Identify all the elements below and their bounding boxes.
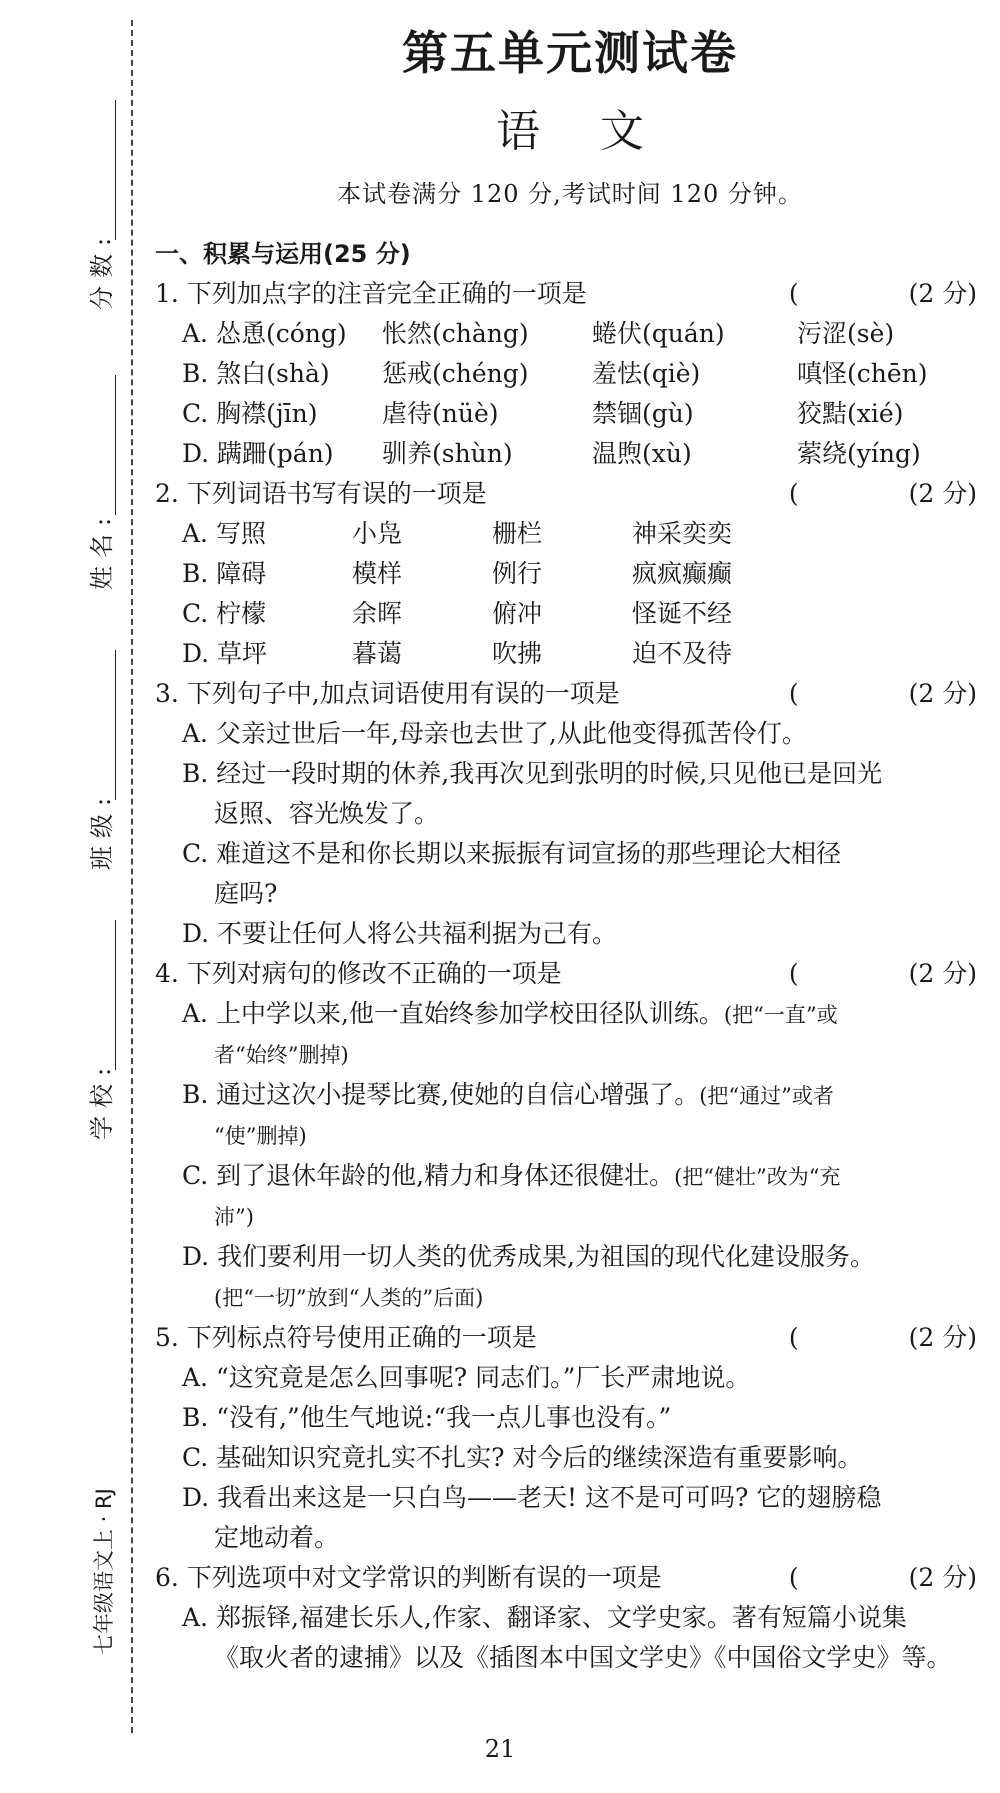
- option-cell: 吹拂: [492, 639, 543, 668]
- option-cell: B. 障碍: [182, 559, 267, 588]
- option-cell: 栅栏: [492, 519, 543, 548]
- question-6: [155, 1558, 985, 1678]
- option-row: [155, 594, 985, 634]
- option-cell: 驯养(shùn): [382, 439, 513, 468]
- option-d: D. 我看出来这是一只白鸟——老天! 这不是可可吗? 它的翅膀稳 定地动着。: [182, 1483, 882, 1552]
- option-cell: 惩戒(chéng): [382, 359, 529, 388]
- name-label: 姓名:: [88, 509, 116, 590]
- option-b: B. “没有,”他生气地说:“我一点儿事也没有。”: [182, 1403, 672, 1432]
- section-title: 一、积累与运用(25 分): [155, 240, 411, 268]
- question-score: (2 分): [908, 1323, 977, 1352]
- option-cell: 余晖: [352, 599, 403, 628]
- option-a: A. “这究竟是怎么回事呢? 同志们。”厂长严肃地说。: [182, 1363, 751, 1392]
- answer-slot[interactable]: ( (2 分): [788, 679, 977, 708]
- option-row: [155, 554, 985, 594]
- question-3: [155, 674, 985, 954]
- option-row: [155, 394, 985, 434]
- answer-slot[interactable]: ( (2 分): [788, 959, 977, 988]
- option-cell: 模样: [352, 559, 403, 588]
- option-cell: D. 蹒跚(pán): [182, 439, 334, 468]
- class-label: 班级:: [88, 789, 116, 870]
- option-cell: C. 胸襟(jīn): [182, 399, 318, 428]
- option-cell: 禁锢(gù): [592, 399, 694, 428]
- question-5: [155, 1318, 985, 1558]
- page-number: 21: [484, 1735, 516, 1763]
- question-stem: 6. 下列选项中对文学常识的判断有误的一项是: [155, 1563, 662, 1592]
- exam-title: 第五单元测试卷: [402, 26, 738, 80]
- spine-label: 七年级语文上 · RJ: [92, 1488, 116, 1655]
- option-cell: 怪诞不经: [632, 599, 733, 628]
- option-row: [155, 354, 985, 394]
- name-blank[interactable]: [115, 375, 116, 515]
- option-cell: 俯冲: [492, 599, 543, 628]
- answer-slot[interactable]: ( (2 分): [788, 1563, 977, 1592]
- option-cell: 小凫: [352, 519, 403, 548]
- question-2: [155, 474, 985, 674]
- question-1: [155, 274, 985, 474]
- option-cell: 污涩(sè): [797, 319, 895, 348]
- option-cell: 怅然(chàng): [382, 319, 529, 348]
- school-label: 学校:: [88, 1059, 116, 1140]
- question-score: (2 分): [908, 679, 977, 708]
- class-blank[interactable]: [115, 650, 116, 800]
- option-cell: 嗔怪(chēn): [797, 359, 928, 388]
- subject-title: 语文: [496, 106, 704, 157]
- option-row: [155, 434, 985, 474]
- question-stem: 4. 下列对病句的修改不正确的一项是: [155, 959, 562, 988]
- answer-slot[interactable]: ( (2 分): [788, 1323, 977, 1352]
- option-row: [155, 634, 985, 674]
- option-cell: 神采奕奕: [632, 519, 733, 548]
- option-d: D. 我们要利用一切人类的优秀成果,为祖国的现代化建设服务。 (把“一切”放到“人类的”后面): [182, 1242, 875, 1310]
- option-cell: A. 写照: [182, 519, 266, 548]
- question-stem: 2. 下列词语书写有误的一项是: [155, 479, 487, 508]
- question-4: [155, 954, 985, 1318]
- option-c: C. 难道这不是和你长期以来振振有词宣扬的那些理论大相径 庭吗?: [182, 839, 842, 908]
- option-d: D. 不要让任何人将公共福利据为己有。: [182, 919, 618, 948]
- option-cell: 暮蔼: [352, 639, 403, 668]
- answer-slot[interactable]: ( (2 分): [788, 479, 977, 508]
- option-a: A. 郑振铎,福建长乐人,作家、翻译家、文学史家。著有短篇小说集 《取火者的逮捕》以及《插图本中国文学史》《中国俗文学史》等。: [182, 1603, 952, 1672]
- option-c: C. 基础知识究竟扎实不扎实? 对今后的继续深造有重要影响。: [182, 1443, 863, 1472]
- question-score: (2 分): [908, 1563, 977, 1592]
- answer-slot[interactable]: ( (2 分): [788, 279, 977, 308]
- question-stem: 5. 下列标点符号使用正确的一项是: [155, 1323, 537, 1352]
- exam-content: [155, 18, 985, 1678]
- question-score: (2 分): [908, 959, 977, 988]
- option-cell: 例行: [492, 559, 543, 588]
- score-blank[interactable]: [115, 100, 116, 240]
- option-row: [155, 514, 985, 554]
- option-a: A. 父亲过世后一年,母亲也去世了,从此他变得孤苦伶仃。: [182, 719, 807, 748]
- binding-cut-line: [131, 20, 133, 1733]
- option-cell: 羞怯(qiè): [592, 359, 701, 388]
- score-label: 分数:: [88, 229, 116, 310]
- option-cell: 狡黠(xié): [797, 399, 904, 428]
- binding-margin: [0, 0, 140, 1793]
- option-b: B. 通过这次小提琴比赛,使她的自信心增强了。(把“通过”或者 “使”删掉): [182, 1080, 834, 1148]
- option-cell: 虐待(nüè): [382, 399, 499, 428]
- option-a: A. 上中学以来,他一直始终参加学校田径队训练。(把“一直”或 者“始终”删掉): [182, 999, 838, 1067]
- option-cell: 蜷伏(quán): [592, 319, 725, 348]
- option-cell: A. 怂恿(cóng): [182, 319, 347, 348]
- question-stem: 1. 下列加点字的注音完全正确的一项是: [155, 279, 587, 308]
- school-blank[interactable]: [115, 920, 116, 1070]
- option-cell: 温煦(xù): [592, 439, 692, 468]
- question-score: (2 分): [908, 479, 977, 508]
- option-cell: 疯疯癫癫: [632, 559, 733, 588]
- option-cell: C. 柠檬: [182, 599, 267, 628]
- option-cell: 萦绕(yíng): [797, 439, 921, 468]
- option-c: C. 到了退休年龄的他,精力和身体还很健壮。(把“健壮”改为“充 沛”): [182, 1161, 841, 1229]
- option-cell: 迫不及待: [632, 639, 733, 668]
- question-score: (2 分): [908, 279, 977, 308]
- option-cell: B. 煞白(shà): [182, 359, 330, 388]
- question-stem: 3. 下列句子中,加点词语使用有误的一项是: [155, 679, 620, 708]
- option-b: B. 经过一段时期的休养,我再次见到张明的时候,只见他已是回光 返照、容光焕发了。: [182, 759, 883, 828]
- exam-info: 本试卷满分 120 分,考试时间 120 分钟。: [337, 180, 803, 208]
- option-row: [155, 314, 985, 354]
- option-cell: D. 草坪: [182, 639, 268, 668]
